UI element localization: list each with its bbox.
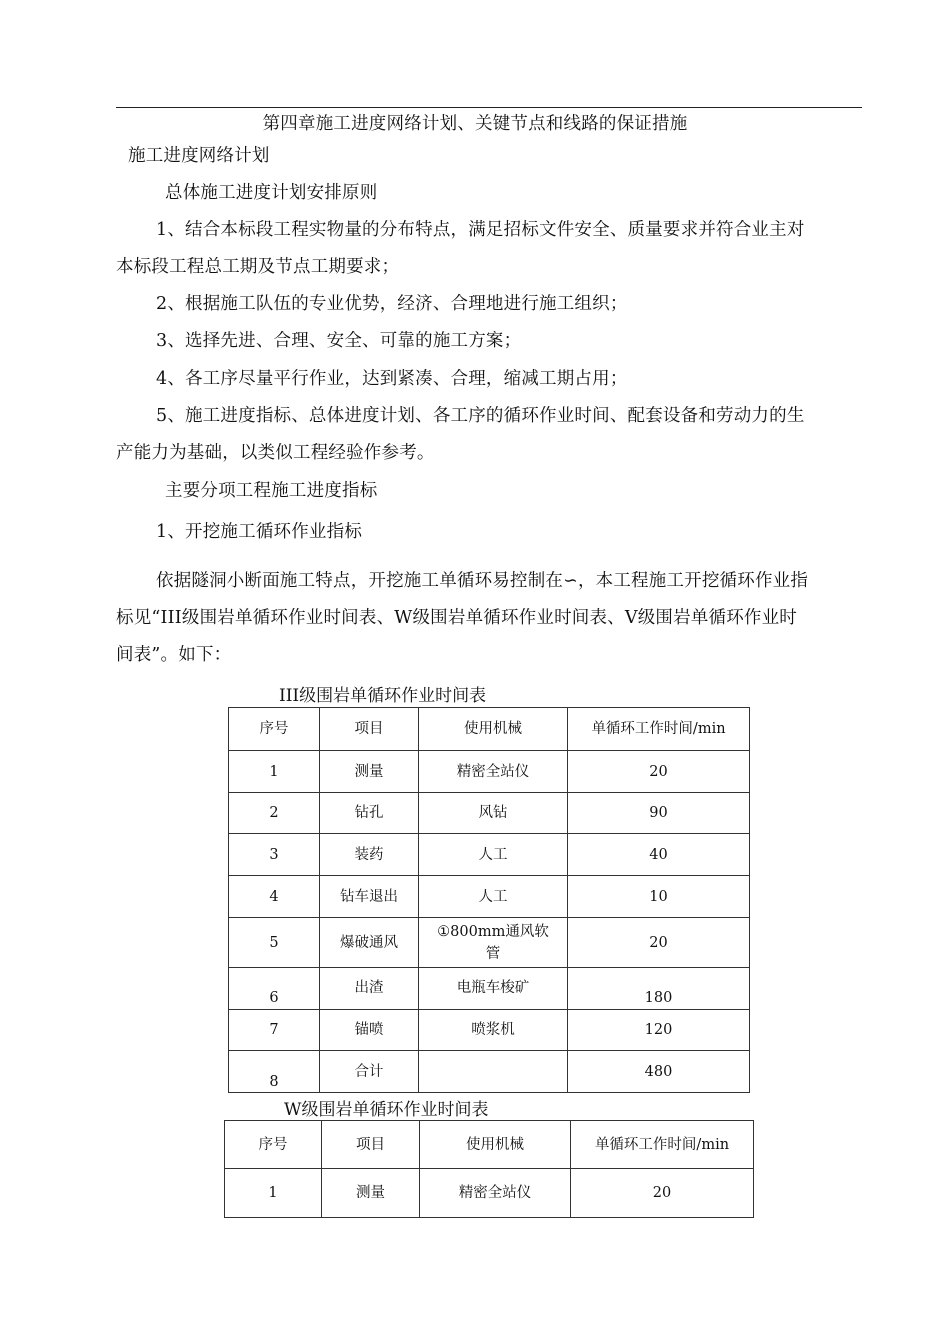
table-cell: 20 [568, 918, 750, 968]
table-cell: 钻车退出 [320, 876, 419, 918]
paragraph-4: 4、各工序尽量平行作业，达到紧凑、合理，缩减工期占用； [156, 369, 628, 389]
subsection-heading-principles: 总体施工进度计划安排原则 [165, 183, 378, 203]
table-row [229, 834, 750, 876]
table-cell: 7 [229, 1010, 320, 1051]
table-cell: 喷浆机 [419, 1010, 568, 1051]
chapter-title: 第四章施工进度网络计划、关键节点和线路的保证措施 [262, 114, 688, 134]
table-cell: 精密全站仪 [420, 1169, 571, 1218]
table-cell: 装药 [320, 834, 419, 876]
table-row [229, 876, 750, 918]
table-row [229, 1051, 750, 1093]
table-cell: 6 [229, 968, 320, 1010]
table-cell: 风钻 [419, 793, 568, 834]
paragraph-6-line-3: 间表”。如下： [116, 645, 232, 665]
table-cell: 1 [225, 1169, 322, 1218]
list-item-excavation: 1、开挖施工循环作业指标 [156, 522, 363, 542]
table-row [229, 751, 750, 793]
header-rule [116, 107, 862, 108]
table-cell: 1 [229, 751, 320, 793]
table-cell: 480 [568, 1051, 750, 1093]
table-header-cell: 项目 [322, 1121, 420, 1169]
table-cell: 合计 [320, 1051, 419, 1093]
paragraph-3: 3、选择先进、合理、安全、可靠的施工方案； [156, 331, 522, 351]
table-cell: 精密全站仪 [419, 751, 568, 793]
table1-header-row [229, 708, 750, 751]
table-cell: 20 [571, 1169, 754, 1218]
table-cell: 钻孔 [320, 793, 419, 834]
table-cell: 人工 [419, 876, 568, 918]
table-cell: 2 [229, 793, 320, 834]
paragraph-1-line-1: 1、结合本标段工程实物量的分布特点，满足招标文件安全、质量要求并符合业主对 [156, 220, 805, 240]
table-row [229, 793, 750, 834]
table-header-cell: 项目 [320, 708, 419, 751]
table-cell: 爆破通风 [320, 918, 419, 968]
table-cell: 180 [568, 968, 750, 1010]
table1-caption: III级围岩单循环作业时间表 [279, 686, 487, 706]
table-cell: 人工 [419, 834, 568, 876]
table-header-cell: 序号 [225, 1121, 322, 1169]
table-cell: 测量 [322, 1169, 420, 1218]
table-row [229, 1010, 750, 1051]
paragraph-6-line-2: 标见“III级围岩单循环作业时间表、W级围岩单循环作业时间表、V级围岩单循环作业时 [116, 608, 798, 628]
table-row [229, 968, 750, 1010]
table2 [224, 1120, 754, 1218]
table-header-cell: 单循环工作时间/min [568, 708, 750, 751]
table-row [229, 918, 750, 968]
table-cell [419, 1051, 568, 1093]
section-heading: 施工进度网络计划 [128, 146, 270, 166]
table-cell: 测量 [320, 751, 419, 793]
subsection-heading-indicators: 主要分项工程施工进度指标 [165, 481, 378, 501]
table-cell: ①800mm通风软管 [419, 918, 568, 968]
table-cell: 电瓶车梭矿 [419, 968, 568, 1010]
paragraph-6-line-1: 依据隧洞小断面施工特点，开挖施工单循环易控制在∽，本工程施工开挖循环作业指 [156, 571, 809, 591]
table-cell: 4 [229, 876, 320, 918]
table-header-cell: 使用机械 [419, 708, 568, 751]
table1 [228, 707, 750, 1093]
paragraph-2: 2、根据施工队伍的专业优势，经济、合理地进行施工组织； [156, 294, 628, 314]
table-cell: 5 [229, 918, 320, 968]
table-row [225, 1169, 754, 1218]
table-cell: 40 [568, 834, 750, 876]
table-cell: 3 [229, 834, 320, 876]
table-header-cell: 单循环工作时间/min [571, 1121, 754, 1169]
table-header-cell: 使用机械 [420, 1121, 571, 1169]
table2-caption: W级围岩单循环作业时间表 [284, 1100, 489, 1120]
table2-header-row [225, 1121, 754, 1169]
table-cell: 20 [568, 751, 750, 793]
paragraph-5-line-1: 5、施工进度指标、总体进度计划、各工序的循环作业时间、配套设备和劳动力的生 [156, 406, 805, 426]
table-header-cell: 序号 [229, 708, 320, 751]
table-cell: 120 [568, 1010, 750, 1051]
paragraph-1-line-2: 本标段工程总工期及节点工期要求； [116, 257, 400, 277]
table-cell: 8 [229, 1051, 320, 1093]
table-cell: 10 [568, 876, 750, 918]
table-cell: 出渣 [320, 968, 419, 1010]
table-cell: 90 [568, 793, 750, 834]
table-cell: 锚喷 [320, 1010, 419, 1051]
paragraph-5-line-2: 产能力为基础，以类似工程经验作参考。 [116, 443, 435, 463]
